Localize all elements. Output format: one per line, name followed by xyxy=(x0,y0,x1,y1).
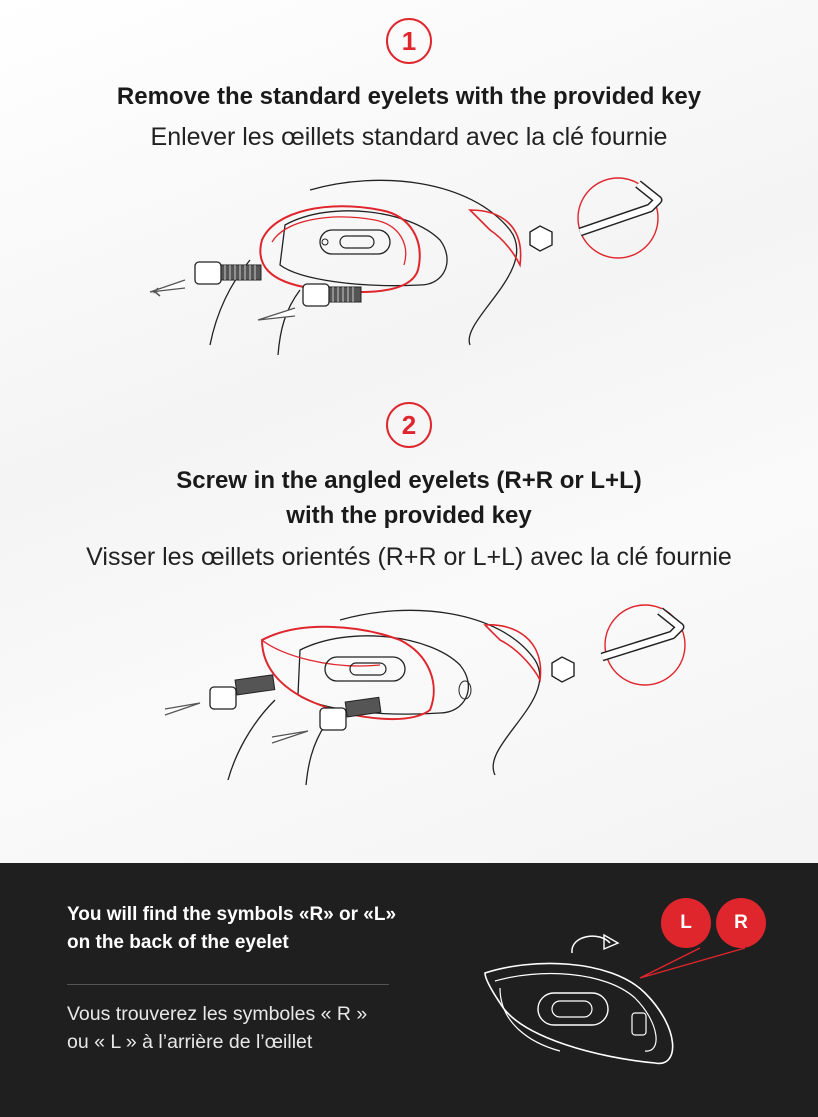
step-1-illustration xyxy=(0,170,818,370)
step-2-title-fr: Visser les œillets orientés (R+R or L+L) avec la clé fournie xyxy=(86,543,732,571)
right-symbol-badge: R xyxy=(716,898,766,948)
allen-key-icon-2 xyxy=(602,611,680,657)
step-1-title-en: Remove the standard eyelets with the provided key xyxy=(116,83,702,110)
footer-note-en-line1: You will find the symbols «R» or «L» xyxy=(67,904,397,925)
step-1-number: 1 xyxy=(401,25,417,56)
step-2-badge xyxy=(386,402,432,448)
hex-nut-icon-2 xyxy=(552,657,574,682)
eyelet-red xyxy=(260,206,419,292)
step-2-title-en-line1: Screw in the angled eyelets (R+R or L+L) xyxy=(176,467,642,494)
arrow-icon-4 xyxy=(272,731,308,743)
bolt-icon-3 xyxy=(210,675,275,709)
arrow-icon-3 xyxy=(165,703,200,715)
step-2-title-en-line2: with the provided key xyxy=(286,502,532,529)
hex-nut-icon xyxy=(530,226,552,251)
allen-key-icon xyxy=(580,184,658,232)
footer-note-fr-line1: Vous trouverez les symboles « R » xyxy=(67,1003,368,1025)
step-1-badge xyxy=(386,18,432,64)
bolt-icon-4 xyxy=(320,697,381,730)
footer-panel xyxy=(0,863,818,1117)
bolt-icon-2 xyxy=(303,284,361,306)
step-2-illustration xyxy=(0,595,818,795)
step-2-number: 2 xyxy=(401,409,417,440)
footer-note-en-line2: on the back of the eyelet xyxy=(67,932,289,953)
bolt-icon-1 xyxy=(195,262,261,284)
left-symbol-badge: L xyxy=(661,898,711,948)
step-1-title-fr: Enlever les œillets standard avec la clé fournie xyxy=(150,123,668,151)
arrow-icon-2 xyxy=(258,308,295,320)
footer-note-fr-line2: ou « L » à l’arrière de l’œillet xyxy=(67,1031,313,1053)
